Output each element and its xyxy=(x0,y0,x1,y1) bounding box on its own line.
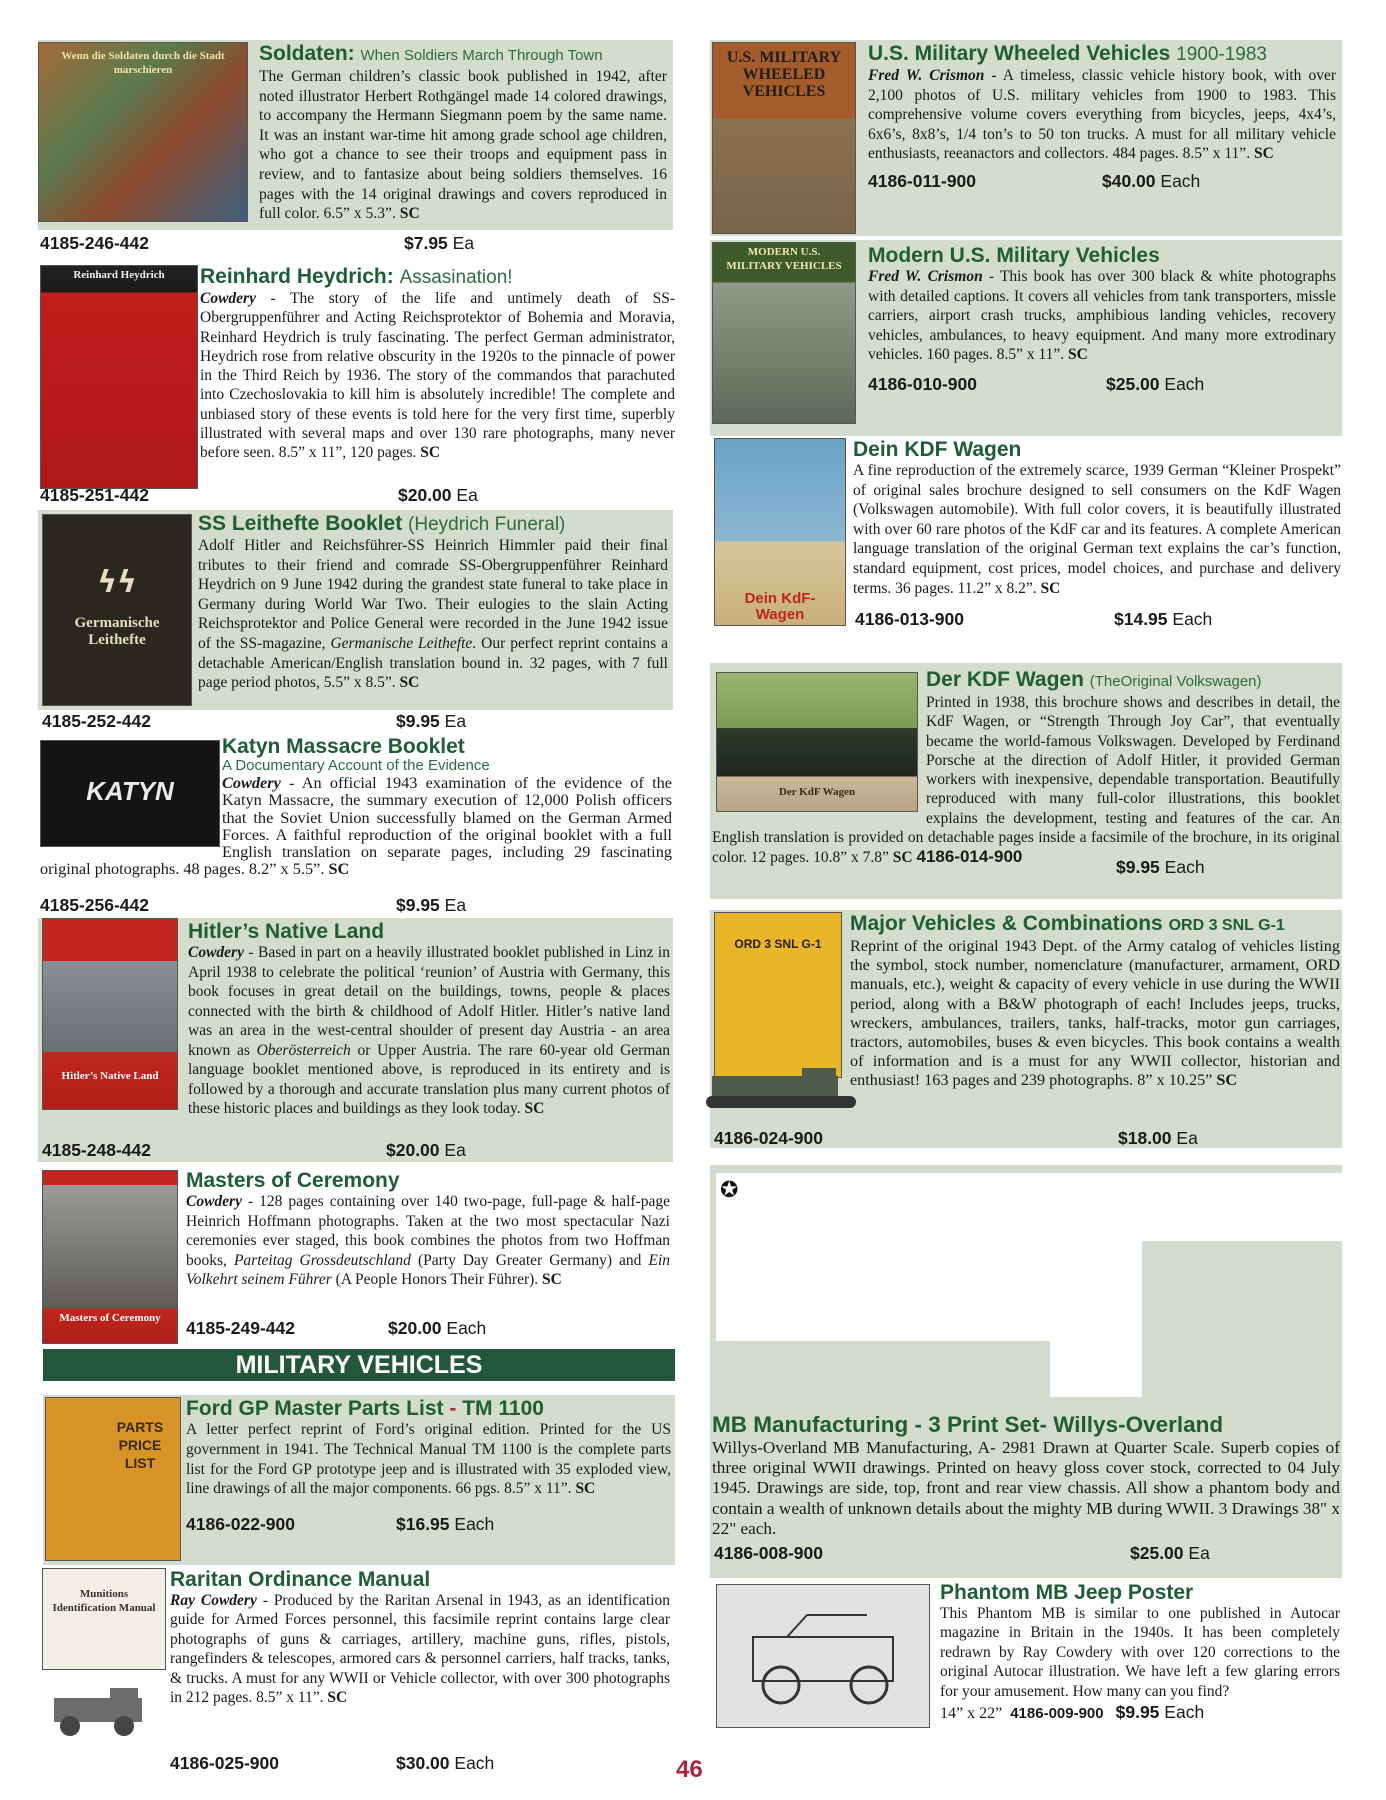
entry-text-katyn: Katyn Massacre Booklet A Documentary Account of the Evidence Cowdery - An official 1943 examination of the evidence of the Katyn Massacre, the summary execution of 12,000 Polish officers that the Soviet Union successfully blamed on the German Armed Forces. A faithful reproduction of the original booklet with a full English translation on separate pages, including 29 fascinating original photographs. 48 pages. 8.2” x 5.5”. SC xyxy=(40,735,672,879)
item-price: $20.00 Ea xyxy=(386,1140,466,1160)
format-badge: SC xyxy=(1068,346,1088,364)
entry-text-modern-vehicles: Modern U.S. Military Vehicles Fred W. Crismon - This book has over 300 black & white photographs with detailed captions. It covers all vehicles from tank transporters, missle carriers, airport crash trucks, amphibious landing vehicles, recovery vehicles, ambulances, to heavy equipment. And many more extrodinary vehicles. 160 pages. 8.5” x 11”. SC xyxy=(868,244,1336,364)
entry-text-der-kdf xyxy=(712,668,1340,868)
book-description: An official 1943 examination of the evidence of the Katyn Massacre, the summary execution of 12,000 Polish officers that the Soviet Union successfully blamed on the German Armed Forces. A faithful reproduction of the original booklet with a full English translation on separate pages, including 29 fascinating original photographs. 48 pages. 8.2” x 5.5”. xyxy=(40,773,672,879)
book-author: Ray Cowdery xyxy=(170,1592,257,1609)
item-price: $20.00 Ea xyxy=(398,485,478,505)
ss-rune-icon: ϟϟ xyxy=(97,565,137,600)
cover-label: Wenn die Soldaten durch die Stadt marschieren xyxy=(61,50,225,76)
format-badge: SC xyxy=(328,859,350,879)
entry-text-masters: Masters of Ceremony Cowdery - 128 pages containing over 140 two-page, full-page & half-page Heinrich Hoffmann photographs. Taken at the two most spectacular Nazi ceremonies ever staged, this book combines the photos from two Hoffman books, Parteitag Grossdeutschland (Party Day Greater Germany) and Ein Volkehrt seinem Führer (A People Honors Their Führer). SC xyxy=(186,1169,670,1289)
format-badge: SC xyxy=(575,1480,596,1498)
cover-label: Masters of Ceremony xyxy=(59,1312,161,1324)
book-description: 128 pages containing over 140 two-page, full-page & half-page Heinrich Hoffmann photographs. Taken at the two most spectacular Nazi ceremonies ever staged, this book combines the photos from two Hoffman books, xyxy=(186,1193,670,1269)
poster-phantom-mb xyxy=(716,1584,930,1728)
book-description: This book has over 300 black & white photographs with detailed captions. It covers all vehicles from tank transporters, missle carriers, airport crash trucks, amphibious landing vehicles, recovery vehicles, ambulances, to heavy equipment. And many more extrodinary vehicles. 160 pages. 8.5” x 11”. xyxy=(868,268,1336,364)
item-number: 4186-022-900 xyxy=(186,1514,295,1534)
book-author: Cowdery xyxy=(200,290,256,307)
item-price: $9.95 Each xyxy=(1115,1702,1205,1723)
book-cover-dein-kdf xyxy=(714,438,846,626)
book-author: Fred W. Crismon xyxy=(868,67,985,84)
book-title: U.S. Military Wheeled Vehicles xyxy=(868,42,1171,65)
item-price: $25.00 Ea xyxy=(1130,1543,1210,1563)
cover-label: Der KdF Wagen xyxy=(778,786,856,798)
book-author: Cowdery xyxy=(188,944,244,961)
entry-text-heydrich: Reinhard Heydrich: Assasination! Cowdery - The story of the life and untimely death of SS-Obergruppenführer and Acting Reichsprotektor of Bohemia and Moravia, Reinhard Heydrich is truly fascinating. The perfect German administrator, Heydrich rose from relative obscurity in the 1920s to the pinnacle of power in the Third Reich by 1936. The story of the commandos that parachuted into Czechoslovakia to kill him is absolutely incredible! The complete and unbiased story of these events is told here for the very first time, superbly illustrated with several maps and over 130 rare photographs, many never before seen. 8.5” x 11”, 120 pages. SC xyxy=(200,265,675,462)
jeep-drawing xyxy=(717,1585,929,1727)
item-price: $14.95 Each xyxy=(1114,609,1213,629)
book-description: The German children’s classic book published in 1942, after noted illustrator Herbert Rothgängel made 14 colored drawings, to accompany the Hermann Siegmann poem by the same name. It was an instant war-time hit among grade school age children, who got a chance to see their troops and equipment pass in review, and to fantasize about being soldiers themselves. 16 pages with the 14 original drawings and covers reproduced in full color. 6.5” x 5.3”. xyxy=(259,68,667,223)
item-price: $9.95 Ea xyxy=(396,711,467,731)
format-badge: SC xyxy=(399,674,420,692)
entry-text-native-land: Hitler’s Native Land Cowdery - Based in part on a heavily illustrated booklet published in Linz in April 1938 to celebrate the political ‘reunion’ of Austria with Germany, this book focuses in great detail on the buildings, towns, people & places connected with the birth & childhood of Adolf Hitler. Hitler’s native land was an area in the west-central shoulder of present day Austria - an area known as Oberösterreich or Upper Austria. The rare 60-year old German language booklet mentioned above, is reproduced in its entirety and is followed by a thorough and accurate translation plus many current photos of these historic places and buildings as they look today. SC xyxy=(188,920,670,1117)
entry-text-major-vehicles xyxy=(712,912,1340,1091)
item-price: $18.00 Ea xyxy=(1118,1128,1198,1148)
item-price: $16.95 Each xyxy=(396,1514,495,1534)
book-subtitle: (Heydrich Funeral) xyxy=(408,514,566,535)
entry-text-leithefte xyxy=(198,512,668,693)
book-cover-ford-gp xyxy=(45,1397,181,1561)
book-title: Modern U.S. Military Vehicles xyxy=(868,244,1160,267)
book-description: Printed in 1938, this brochure shows and describes in detail, the KdF Wagen, or “Strength Through Joy Car”, that eventually became the world-famous Volkswagen. Developed by Ferdinand Porsche at the direction of Adolf Hitler, it provided German workers with inexpensive, dependable transportation. Beautifully reproduced with many full-color illustrations, this booklet explains the development, testing and features of the car. An English translation is provided on detachable pages inside a facsimile of the brochure, in its original color. 12 pages. 10.8” x 7.8” xyxy=(712,694,1340,867)
book-subtitle: Assasination! xyxy=(399,267,513,288)
book-subtitle: (TheOriginal Volkswagen) xyxy=(1089,673,1262,690)
book-description-italic-2: Ein Volkehrt seinem Führer xyxy=(186,1251,670,1289)
cover-label: Reinhard Heydrich xyxy=(73,269,165,281)
drawing-preview-extension xyxy=(1050,1173,1342,1241)
section-heading: MILITARY VEHICLES xyxy=(43,1349,675,1381)
format-badge: SC xyxy=(420,444,441,462)
half-track-silhouette xyxy=(50,1680,150,1740)
cover-label: Dein KdF-Wagen xyxy=(744,590,816,623)
book-title-suffix: TM 1100 xyxy=(462,1397,544,1420)
item-number: 4186-008-900 xyxy=(714,1543,823,1563)
item-price: $40.00 Each xyxy=(1102,171,1201,191)
book-cover-soldaten xyxy=(38,42,248,222)
item-price: $30.00 Each xyxy=(396,1753,495,1773)
poster-size: 14” x 22” xyxy=(940,1705,1003,1723)
cover-label: MODERN U.S. MILITARY VEHICLES xyxy=(726,246,842,272)
cover-label: Germanische Leithefte xyxy=(74,615,160,648)
book-author: Cowdery xyxy=(186,1193,242,1210)
book-title: Phantom MB Jeep Poster xyxy=(940,1581,1194,1604)
book-description-mid: (Party Day Greater Germany) and xyxy=(417,1251,642,1269)
book-title: Der KDF Wagen xyxy=(926,668,1084,691)
book-description: Willys-Overland MB Manufacturing, A- 2981 Drawn at Quarter Scale. Superb copies of three original WWII drawings. Printed on heavy gloss cover stock, corrected to 04 July 1945. Drawings are side, top, front and rear view chassis. All show a phantom body and contain a wealth of unknown details about the mighty MB during WWII. 3 Drawings 38" x 22" each. xyxy=(712,1438,1340,1538)
item-number: 4186-014-900 xyxy=(916,847,1023,867)
item-number: 4185-256-442 xyxy=(40,895,149,915)
item-price: $25.00 Each xyxy=(1106,374,1205,394)
item-number: 4185-251-442 xyxy=(40,485,149,505)
book-description: A letter perfect reprint of Ford’s original edition. Printed for the US government in 1941. The Technical Manual TM 1100 is the complete parts list for the Ford GP prototype jeep and is illustrated with 35 exploded view, line drawings of all the major components. 66 pgs. 8.5” x 11”. xyxy=(186,1421,671,1498)
format-badge: SC xyxy=(1216,1071,1238,1090)
book-description: This Phantom MB is similar to one published in Autocar magazine in Britain in the 1940s. It has been completely redrawn by Ray Cowdery with over 120 corrections to the original Autocar illustration. We have left a few glaring errors for your amusement. How many can you find? xyxy=(940,1605,1340,1700)
item-number: 4186-013-900 xyxy=(855,609,964,629)
book-description-italic: Oberösterreich xyxy=(256,1041,351,1059)
cover-label: U.S. MILITARY WHEELED VEHICLES xyxy=(726,49,842,100)
book-title: Major Vehicles & Combinations xyxy=(850,912,1163,935)
format-badge: SC xyxy=(892,849,913,867)
entry-text-phantom-mb xyxy=(940,1581,1340,1725)
book-title: Masters of Ceremony xyxy=(186,1169,400,1192)
format-badge: SC xyxy=(1253,145,1274,163)
book-description: Adolf Hitler and Reichsführer-SS Heinrich Himmler paid their final tributes to their friend and comrade SS-Obergruppenführer Reinhard Heydrich on 9 June 1942 during the grandest state funeral to take place in Germany during World War Two. Their eulogies to the slain Acting Reichsprotektor and Police General were recorded in the June 1942 issue of the SS-magazine, xyxy=(198,537,668,652)
format-badge: SC xyxy=(1040,579,1061,597)
book-title: Katyn Massacre Booklet xyxy=(222,735,465,758)
item-price: $7.95 Ea xyxy=(404,233,475,253)
book-subtitle: A Documentary Account of the Evidence xyxy=(222,757,490,774)
item-number: 4186-024-900 xyxy=(714,1128,823,1148)
book-description-italic: Germanische Leithefte xyxy=(330,634,473,652)
item-number: 4186-010-900 xyxy=(868,374,977,394)
book-cover-wheeled-vehicles xyxy=(712,42,856,234)
item-number: 4185-249-442 xyxy=(186,1318,295,1338)
book-cover-leithefte xyxy=(42,514,192,706)
cover-label: ORD 3 SNL G-1 xyxy=(734,937,822,951)
book-subtitle: ORD 3 SNL G-1 xyxy=(1168,917,1285,934)
book-title: Ford GP Master Parts List xyxy=(186,1397,444,1420)
entry-text-soldaten xyxy=(259,42,667,224)
book-description-end: . Our perfect reprint contains a detachable American/English translation bound in. 32 pages, with 7 full page period photos, 5.5” x 8.5”. xyxy=(198,634,668,692)
item-number: 4185-248-442 xyxy=(42,1140,151,1160)
item-price: $9.95 Each xyxy=(1116,857,1205,877)
item-number: 4185-246-442 xyxy=(40,233,149,253)
item-price: $9.95 Ea xyxy=(396,895,467,915)
book-description: The story of the life and untimely death of SS-Obergruppenführer and Acting Reichsprotektor of Bohemia and Moravia, Reinhard Heydrich is truly fascinating. The perfect German administrator, Heydrich rose from relative obscurity in the 1920s to the pinnacle of power in the Third Reich by 1936. The story of the commandos that parachuted into Czechoslovakia to kill him is absolutely incredible! The complete and unbiased story of these events is told here for the very first time, superbly illustrated with several maps and over 130 rare photographs, many never before seen. 8.5” x 11”, 120 pages. xyxy=(200,290,675,462)
drawing-preview-corner xyxy=(1050,1241,1142,1397)
book-title: Reinhard Heydrich: xyxy=(200,265,394,288)
entry-text-wheeled-vehicles: U.S. Military Wheeled Vehicles 1900-1983 Fred W. Crismon - A timeless, classic vehicle history book, with over 2,100 photos of U.S. military vehicles from 1900 to 1983. This comprehensive volume covers everything from bicycles, jeeps, 4x4’s, 6x6’s, 8x8’s, 1/4 ton’s to 50 ton trucks. A must for all military vehicle enthusiasts, reeanactors and collectors. 484 pages. 8.5” x 11”. SC xyxy=(868,42,1336,163)
item-price: $20.00 Each xyxy=(388,1318,487,1338)
format-badge: SC xyxy=(399,205,420,223)
item-number: 4186-025-900 xyxy=(170,1753,279,1773)
entry-text-ford-gp xyxy=(186,1397,671,1499)
book-title: SS Leithefte Booklet xyxy=(198,512,403,535)
book-description: Based in part on a heavily illustrated booklet published in Linz in April 1938 to celebrate the political ‘reunion’ of Austria with Germany, this book focuses in great detail on the buildings, towns, people & places connected with the birth & childhood of Adolf Hitler. Hitler’s native land was an area in the west-central shoulder of present day Austria - an area known as xyxy=(188,944,670,1059)
book-cover-masters xyxy=(42,1170,178,1344)
book-description-italic: Parteitag Grossdeutschland xyxy=(233,1251,411,1269)
format-badge: SC xyxy=(542,1271,562,1289)
cover-label: KATYN xyxy=(86,776,174,806)
book-description-end: (A People Honors Their Führer). xyxy=(335,1271,539,1289)
item-number: 4186-011-900 xyxy=(868,171,977,191)
book-description: A timeless, classic vehicle history book, with over 2,100 photos of U.S. military vehicles from 1900 to 1983. This comprehensive volume covers everything from bicycles, jeeps, 4x4’s, 6x6’s, 8x8’s, 1/4 ton’s to 50 ton trucks. A must for all military vehicle enthusiasts, reeanactors and collectors. 484 pages. 8.5” x 11”. xyxy=(868,67,1336,163)
book-title: Raritan Ordinance Manual xyxy=(170,1568,431,1591)
book-cover-modern-vehicles xyxy=(712,242,856,424)
book-title: MB Manufacturing - 3 Print Set- Willys-Overland xyxy=(712,1412,1224,1437)
book-description: Reprint of the original 1943 Dept. of the Army catalog of vehicles listing the symbol, stock number, nomenclature (manufacturer, armament, ORD manuals, etc.), weight & capacity of every vehicle in use during the WWII period, along with a B&W photograph of each! Includes jeeps, trucks, wreckers, ambulances, trailers, tanks, half-tracks, motor gun carriages, tractors, automobiles, buses & even bicycles. This book contains a wealth of information and is a must for any WWII collector, historian and enthusiast! 163 pages and 239 photographs. 8” x 10.25” xyxy=(850,937,1340,1090)
format-badge: SC xyxy=(524,1100,545,1117)
book-title: Hitler’s Native Land xyxy=(188,920,385,943)
emblem-icon: ✪ xyxy=(720,1178,739,1203)
cover-label: Hitler’s Native Land xyxy=(61,1070,159,1082)
entry-text-dein-kdf xyxy=(853,438,1341,598)
book-description: Produced by the Raritan Arsenal in 1943, as an identification guide for Armed Forces personnel, this facsimile reprint contains large clear photographs of guns & carriages, artillery, machine guns, rifles, pistols, rangefinders & telescopes, armored cars & personnel carriers, half tracks, tanks, & trucks. A must for any WWII or Vehicle collector, with over 300 photographs in 212 pages. 8.5” x 11”. xyxy=(170,1592,670,1707)
cover-label: PARTS PRICE LIST xyxy=(116,1419,164,1471)
book-title: Dein KDF Wagen xyxy=(853,438,1022,461)
item-number: 4185-252-442 xyxy=(42,711,151,731)
book-author: Fred W. Crismon xyxy=(868,268,983,285)
entry-text-mb-manufacturing xyxy=(712,1412,1340,1539)
book-description: A fine reproduction of the extremely scarce, 1939 German “Kleiner Prospekt” of original sales brochure designed to sell consumers on the KdF Wagen (Volkswagen automobile). With full color covers, it is beautifully illustrated with over 60 rare photos of the KdF car and its features. A complete American language translation of the original German text explains the car’s function, standard equipment, cost prices, model choices, and purchase and delivery terms. 36 pages. 11.2” x 8.2”. xyxy=(853,462,1341,597)
book-title: Soldaten: xyxy=(259,42,355,65)
book-subtitle: When Soldiers March Through Town xyxy=(360,47,603,64)
book-description-end: or Upper Austria. The rare 60-year old German language booklet mentioned above, is reproduced in its entirety and is followed by a thorough and accurate translation plus many current photos of these historic places and buildings as they look today. xyxy=(188,1041,670,1117)
entry-text-raritan: Raritan Ordinance Manual Ray Cowdery - Produced by the Raritan Arsenal in 1943, as an identification guide for Armed Forces personnel, this facsimile reprint contains large clear photographs of guns & carriages, artillery, machine guns, rifles, pistols, rangefinders & telescopes, armored cars & personnel carriers, half tracks, tanks, & trucks. A must for any WWII or Vehicle collector, with over 300 photographs in 212 pages. 8.5” x 11”. SC xyxy=(170,1568,670,1707)
item-number: 4186-009-900 xyxy=(1010,1705,1104,1723)
cover-label: Munitions Identification Manual xyxy=(52,1588,156,1614)
page-number: 46 xyxy=(676,1756,703,1783)
book-author: Cowdery xyxy=(222,773,281,792)
title-dash: - xyxy=(449,1397,457,1420)
drawing-preview xyxy=(716,1173,1050,1341)
book-subtitle: 1900-1983 xyxy=(1176,44,1267,65)
format-badge: SC xyxy=(327,1689,348,1707)
